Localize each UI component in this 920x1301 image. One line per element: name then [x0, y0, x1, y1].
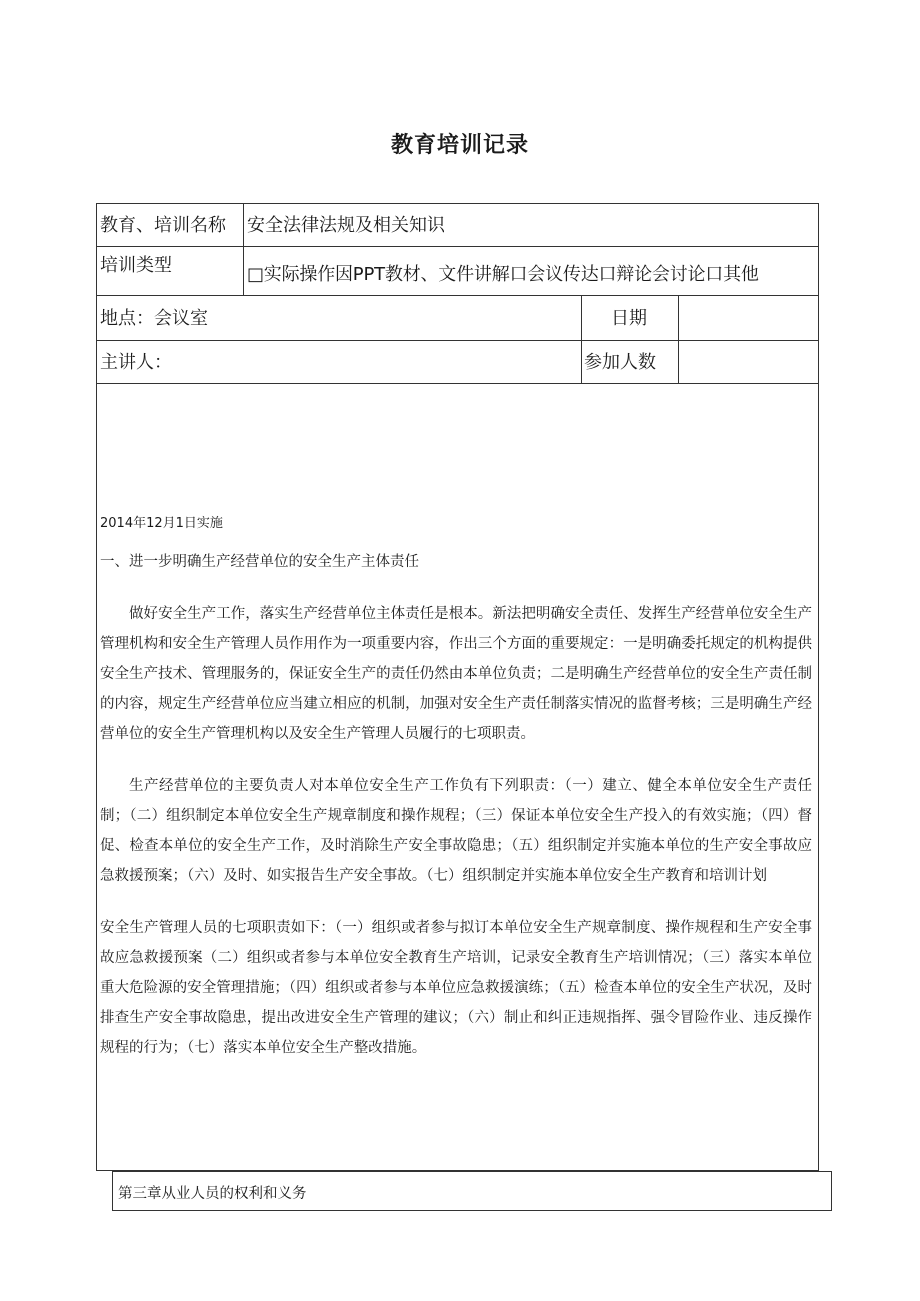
row-location-date [97, 296, 818, 341]
date-label: 日期 [581, 296, 678, 340]
row-speaker-attendees [97, 341, 818, 384]
effective-date: 2014年12月1日实施 [100, 516, 223, 531]
training-name-label: 教育、培训名称 [100, 215, 226, 236]
attendees-value [678, 341, 818, 383]
training-content [100, 509, 812, 1063]
paragraph-2: 生产经营单位的主要负责人对本单位安全生产工作负有下列职责：（一）建立、健全本单位安全生产责任制；（二）组织制定本单位安全生产规章制度和操作规程；（三）保证本单位安全生产投入的有效实施；（四）督促、检查本单位的安全生产工作，及时消除生产安全事故隐患；（五）组织制定并实施本单位的生产安全事故应急救援预案；（六）及时、如实报告生产安全事故。（七）组织制定并实施本单位安全生产教育和培训计划 [100, 778, 812, 884]
chapter-heading: 第三章从业人员的权利和义务 [112, 1171, 832, 1211]
page-title: 教育培训记录 [390, 133, 529, 158]
paragraph-1: 做好安全生产工作，落实生产经营单位主体责任是根本。新法把明确安全责任、发挥生产经营单位安全生产管理机构和安全生产管理人员作用作为一项重要内容，作出三个方面的重要规定：一是明确委托规定的机构提供安全生产技术、管理服务的，保证安全生产的责任仍然由本单位负责；二是明确生产经营单位的安全生产责任制的内容，规定生产经营单位应当建立相应的机制，加强对安全生产责任制落实情况的监督考核；三是明确生产经营单位的安全生产管理机构以及安全生产管理人员履行的七项职责。 [100, 606, 812, 742]
training-record-form [96, 203, 819, 1171]
location-label: 地点：会议室 [100, 308, 208, 329]
date-value [678, 296, 818, 340]
speaker-label: 主讲人： [100, 352, 172, 373]
training-type-label: 培训类型 [100, 255, 172, 276]
training-name-value: 安全法律法规及相关知识 [243, 204, 818, 246]
section-heading: 一、进一步明确生产经营单位的安全生产主体责任 [100, 554, 419, 570]
attendees-label: 参加人数 [581, 341, 678, 383]
row-training-name [97, 204, 818, 247]
training-type-options: □实际操作因PPT教材、文件讲解口会议传达口辩论会讨论口其他 [243, 247, 818, 295]
row-training-type [97, 247, 818, 296]
paragraph-3: 安全生产管理人员的七项职责如下：（一）组织或者参与拟订本单位安全生产规章制度、操作规程和生产安全事故应急救援预案（二）组织或者参与本单位安全教育生产培训，记录安全教育生产培训情况；（三）落实本单位重大危险源的安全管理措施；（四）组织或者参与本单位应急救援演练；（五）检查本单位的安全生产状况，及时排查生产安全事故隐患，提出改进安全生产管理的建议；（六）制止和纠正违规指挥、强令冒险作业、违反操作规程的行为；（七）落实本单位安全生产整改措施。 [100, 920, 812, 1056]
